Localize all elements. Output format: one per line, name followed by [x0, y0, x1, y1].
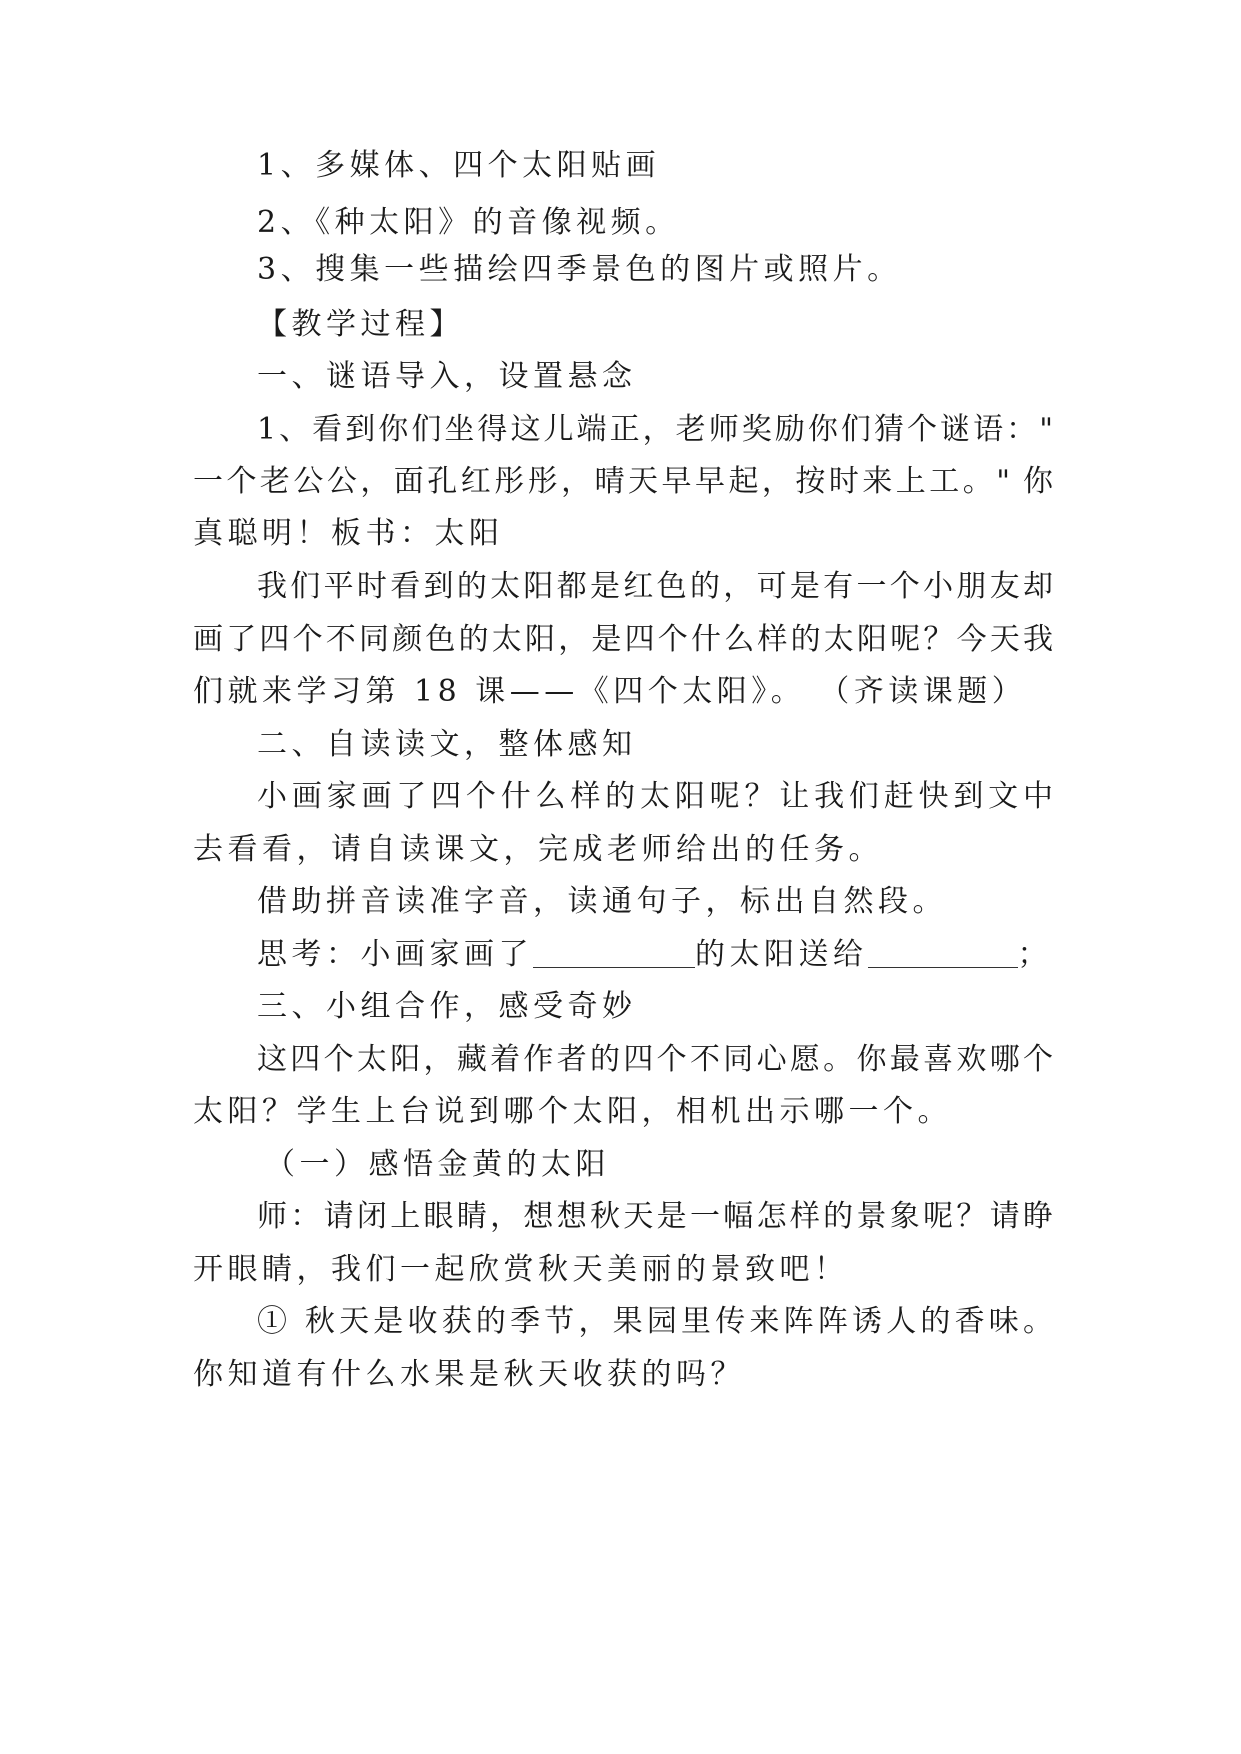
- text-line: 借助拼音读准字音，读通句子，标出自然段。: [257, 884, 947, 919]
- text-line: 师：请闭上眼睛，想想秋天是一幅怎样的景象呢？请睁: [257, 1199, 1053, 1234]
- fill-in-line: [257, 935, 1052, 975]
- text-line: 这四个太阳，藏着作者的四个不同心愿。你最喜欢哪个: [257, 1042, 1053, 1077]
- fill-in-middle: 的太阳送给: [695, 937, 868, 972]
- fill-in-end: ；: [1017, 937, 1052, 972]
- section-heading: 【教学过程】: [257, 307, 464, 342]
- text-line: 3、搜集一些描绘四季景色的图片或照片。: [257, 252, 902, 287]
- text-line: 一个老公公，面孔红彤彤，晴天早早起，按时来上工。" 你: [193, 464, 1053, 499]
- fill-in-blank: [868, 941, 1018, 968]
- text-line: 开眼睛，我们一起欣赏秋天美丽的景致吧！: [193, 1252, 849, 1287]
- text-line: 你知道有什么水果是秋天收获的吗？: [193, 1357, 745, 1392]
- text-line: ① 秋天是收获的季节，果园里传来阵阵诱人的香味。: [257, 1304, 1053, 1339]
- text-line: 2、《种太阳》的音像视频。: [257, 205, 680, 240]
- subsection-heading: （一）感悟金黄的太阳: [265, 1147, 610, 1182]
- fill-in-prompt: 思考：小画家画了: [257, 937, 533, 972]
- text-line: 我们平时看到的太阳都是红色的，可是有一个小朋友却: [257, 569, 1053, 604]
- text-line: 小画家画了四个什么样的太阳呢？让我们赶快到文中: [257, 779, 1053, 814]
- text-line: 太阳？学生上台说到哪个太阳，相机出示哪一个。: [193, 1094, 952, 1129]
- text-line: 1、看到你们坐得这儿端正，老师奖励你们猜个谜语：": [257, 412, 1053, 447]
- text-line: 画了四个不同颜色的太阳，是四个什么样的太阳呢？今天我: [193, 622, 1053, 657]
- text-line: 1、多媒体、四个太阳贴画: [257, 148, 661, 183]
- section-heading: 二、自读读文，整体感知: [257, 727, 637, 762]
- section-heading: 三、小组合作，感受奇妙: [257, 989, 637, 1024]
- text-line: 去看看，请自读课文，完成老师给出的任务。: [193, 832, 883, 867]
- fill-in-blank: [533, 941, 695, 968]
- text-line: 们就来学习第 18 课——《四个太阳》。 （齐读课题）: [193, 674, 1027, 709]
- section-heading: 一、谜语导入，设置悬念: [257, 359, 637, 394]
- text-line: 真聪明！板书：太阳: [193, 516, 504, 551]
